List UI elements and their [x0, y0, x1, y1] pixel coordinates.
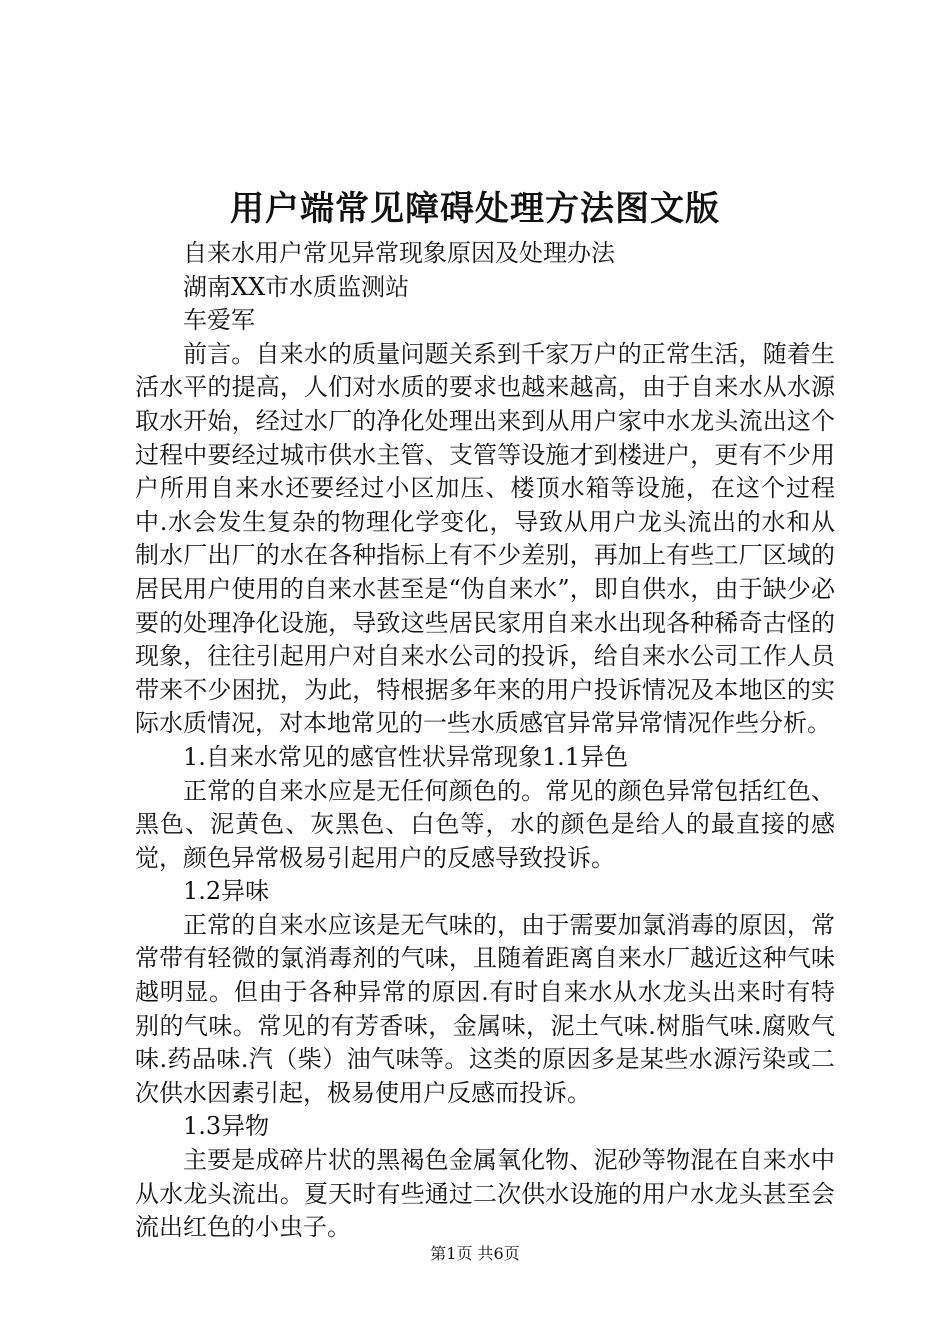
- section-heading-1-1: 1.自来水常见的感官性状异常现象1.1异色: [183, 742, 629, 771]
- section-heading-1-3: 1.3异物: [183, 1112, 270, 1141]
- paragraph-foreign-matter: 主要是成碎片状的黑褐色金属氧化物、泥砂等物混在自来水中从水龙头流出。夏天时有些通过二次供水设施的用户水龙头甚至会流出红色的小虫子。: [135, 1146, 835, 1242]
- paragraph-color: 正常的自来水应是无任何颜色的。常见的颜色异常包括红色、黑色、泥黄色、灰黑色、白色等，水的颜色是给人的最直接的感觉，颜色异常极易引起用户的反感导致投诉。: [135, 776, 835, 872]
- paragraph-preface: 前言。自来水的质量问题关系到千家万户的正常生活，随着生活水平的提高，人们对水质的要求也越来越高，由于自来水从水源取水开始，经过水厂的净化处理出来到从用户家中水龙头流出这个过程中要经过城市供水主管、支管等设施才到楼进户，更有不少用户所用自来水还要经过小区加压、楼顶水箱等设施，在这个过程中.水会发生复杂的物理化学变化，导致从用户龙头流出的水和从制水厂出厂的水在各种指标上有不少差别，再加上有些工厂区域的居民用户使用的自来水甚至是“伪自来水”，即自供水，由于缺少必要的处理净化设施，导致这些居民家用自来水出现各种稀奇古怪的现象，往往引起用户对自来水公司的投诉，给自来水公司工作人员带来不少困扰，为此，特根据多年来的用户投诉情况及本地区的实际水质情况，对本地常见的一些水质感官异常异常情况作些分析。: [135, 339, 835, 738]
- document-title: 用户端常见障碍处理方法图文版: [230, 189, 720, 229]
- paragraph-organization: 湖南XX市水质监测站: [183, 272, 410, 301]
- paragraph-odor: 正常的自来水应该是无气味的，由于需要加氯消毒的原因，常常带有轻微的氯消毒剂的气味，且随着距离自来水厂越近这种气味越明显。但由于各种异常的原因.有时自来水从水龙头出来时有特别的气味。常见的有芳香味，金属味，泥土气味.树脂气味.腐败气味.药品味.汽（柴）油气味等。这类的原因多是某些水源污染或二次供水因素引起，极易使用户反感而投诉。: [135, 910, 835, 1107]
- paragraph-author: 车爱军: [183, 306, 255, 335]
- page-number-footer: 第1页 共6页: [430, 1244, 520, 1263]
- document-body: [135, 237, 835, 1245]
- paragraph-subtitle: 自来水用户常见异常现象原因及处理办法: [183, 239, 615, 267]
- section-heading-1-2: 1.2异味: [183, 877, 270, 906]
